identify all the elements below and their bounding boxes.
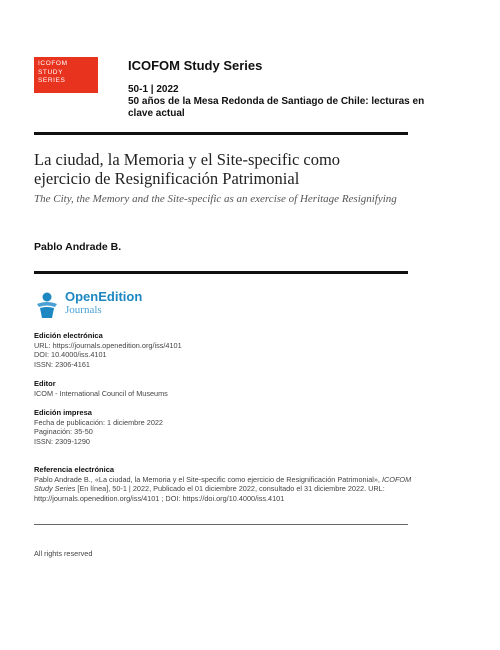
pagination: Paginación: 35-50 <box>34 427 93 436</box>
editor-heading: Editor <box>34 379 56 388</box>
electronic-edition-heading: Edición electrónica <box>34 331 103 340</box>
print-edition-heading: Edición impresa <box>34 408 92 417</box>
electronic-doi: DOI: 10.4000/iss.4101 <box>34 350 107 359</box>
print-issn: ISSN: 2309-1290 <box>34 436 90 446</box>
openedition-journals-logo[interactable] <box>34 289 164 319</box>
middle-divider <box>34 271 408 274</box>
reference-part-1: Pablo Andrade B., «La ciudad, la Memoria y el Site-specific como ejercicio de Resignificación Patrimonial», <box>34 474 382 484</box>
article-subtitle: The City, the Memory and the Site-specific as an exercise of Heritage Resignifying <box>34 193 397 205</box>
reference-heading: Referencia electrónica <box>34 465 115 474</box>
reference-journal: ICOFOM Study Series <box>34 474 412 493</box>
print-edition-block <box>34 408 414 446</box>
series-title: ICOFOM Study Series <box>128 58 263 73</box>
logo-line-3: SERIES <box>38 77 66 84</box>
rights-notice: All rights reserved <box>34 549 93 558</box>
electronic-edition-block <box>34 331 414 369</box>
author-name: Pablo Andrade B. <box>34 241 122 253</box>
openedition-name: OpenEdition <box>65 289 143 304</box>
electronic-url[interactable]: URL: https://journals.openedition.org/iss/4101 <box>34 340 182 350</box>
electronic-issn: ISSN: 2306-4161 <box>34 359 90 369</box>
logo-line-2: STUDY <box>38 68 64 76</box>
reference-text <box>34 475 414 504</box>
editor-name: ICOM - International Council of Museums <box>34 388 168 398</box>
bottom-divider <box>34 524 408 525</box>
editor-block <box>34 379 414 398</box>
issue-number: 50-1 | 2022 <box>128 84 179 95</box>
icofom-study-series-logo <box>34 57 98 93</box>
openedition-journals-label: Journals <box>65 304 102 316</box>
issue-title: 50 años de la Mesa Redonda de Santiago de Chile: lecturas en clave actual <box>128 96 425 119</box>
publication-date: Fecha de publicación: 1 diciembre 2022 <box>34 417 163 427</box>
reference-part-2[interactable]: [En línea], 50-1 | 2022, Publicado el 01 diciembre 2022, consultado el 31 diciembre 2022. URL: http://journals.openedition.org/iss/4101 ; DOI: https://doi.org/10.4000/iss.4101 <box>34 484 385 503</box>
openedition-person-icon <box>34 291 60 319</box>
logo-line-1: ICOFOM <box>38 60 68 67</box>
reference-block <box>34 465 414 503</box>
article-title: La ciudad, la Memoria y el Site-specific como ejercicio de Resignificación Patrimonial <box>34 150 341 188</box>
top-divider <box>34 132 408 135</box>
